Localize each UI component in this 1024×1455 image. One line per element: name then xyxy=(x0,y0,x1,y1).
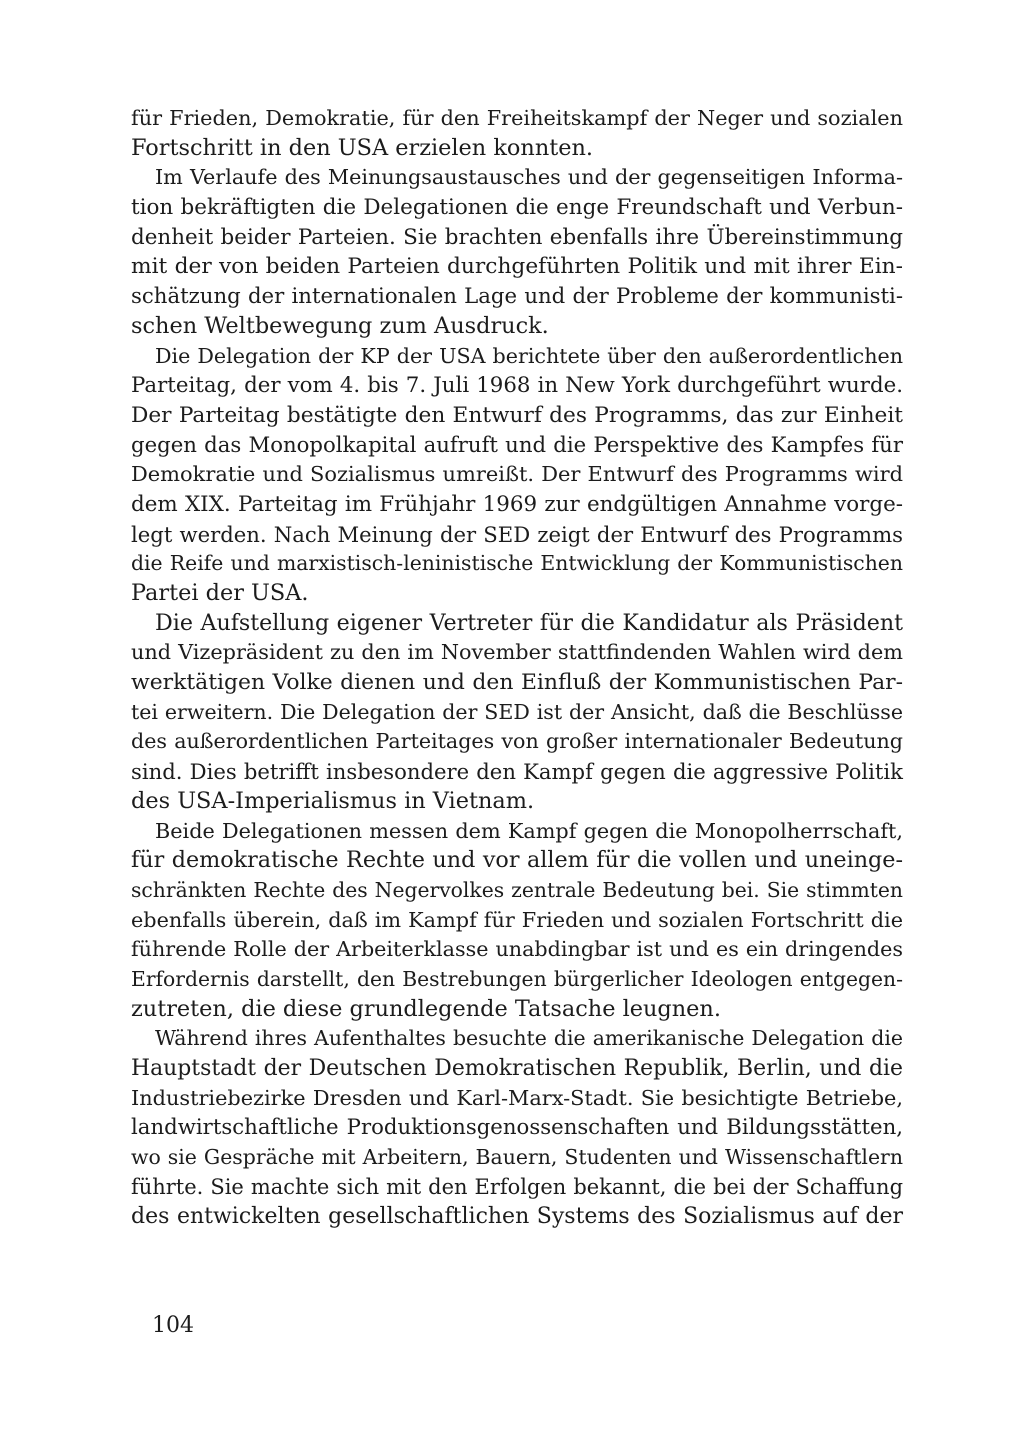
body-text xyxy=(131,104,903,1232)
text-line: schränkten Rechte des Negervolkes zentrale Bedeutung bei. Sie stimmten xyxy=(131,877,903,902)
text-line: Fortschritt in den USA erzielen konnten. xyxy=(131,134,594,161)
text-line: des außerordentlichen Parteitages von großer internationaler Bedeutung xyxy=(131,729,903,754)
text-line: tion bekräftigten die Delegationen die enge Freundschaft und Verbun- xyxy=(131,195,903,221)
text-line: wo sie Gespräche mit Arbeitern, Bauern, Studenten und Wissenschaftlern xyxy=(131,1145,903,1170)
text-line: und Vizepräsident zu den im November stattfindenden Wahlen wird dem xyxy=(131,640,903,665)
text-line: Hauptstadt der Deutschen Demokratischen Republik, Berlin, und die xyxy=(131,1056,903,1081)
text-line: Während ihres Aufenthaltes besuchte die amerikanische Delegation die xyxy=(155,1026,903,1051)
text-line: mit der von beiden Parteien durchgeführten Politik und mit ihrer Ein- xyxy=(131,254,903,280)
text-line: führte. Sie machte sich mit den Erfolgen bekannt, die bei der Schaffung xyxy=(131,1174,903,1199)
text-line: schen Weltbewegung zum Ausdruck. xyxy=(131,312,549,339)
text-line: dem XIX. Parteitag im Frühjahr 1969 zur endgültigen Annahme vorge- xyxy=(131,491,903,517)
text-line: denheit beider Parteien. Sie brachten ebenfalls ihre Übereinstimmung xyxy=(131,224,903,250)
text-line: Beide Delegationen messen dem Kampf gegen die Monopolherrschaft, xyxy=(155,818,903,843)
text-line: werktätigen Volke dienen und den Einfluß der Kommunistischen Par- xyxy=(131,670,903,696)
text-line: Industriebezirke Dresden und Karl-Marx-Stadt. Sie besichtigte Betriebe, xyxy=(131,1085,903,1110)
text-line: Demokratie und Sozialismus umreißt. Der Entwurf des Programms wird xyxy=(131,462,903,487)
text-line: legt werden. Nach Meinung der SED zeigt der Entwurf des Programms xyxy=(131,521,903,547)
text-line: Im Verlaufe des Meinungsaustausches und der gegenseitigen Informa- xyxy=(155,165,903,190)
text-line: Parteitag, der vom 4. bis 7. Juli 1968 in New York durchgeführt wurde. xyxy=(131,373,903,399)
text-line: Erfordernis darstellt, den Bestrebungen bürgerlicher Ideologen entgegen- xyxy=(131,966,903,991)
text-line: führende Rolle der Arbeiterklasse unabdingbar ist und es ein dringendes xyxy=(131,937,903,962)
page-number: 104 xyxy=(152,1313,194,1338)
text-line: für demokratische Rechte und vor allem für die vollen und uneinge- xyxy=(131,847,903,874)
text-line: tei erweitern. Die Delegation der SED ist der Ansicht, daß die Beschlüsse xyxy=(131,699,903,724)
text-line: ebenfalls überein, daß im Kampf für Frieden und sozialen Fortschritt die xyxy=(131,907,903,932)
text-line: schätzung der internationalen Lage und der Probleme der kommunisti- xyxy=(131,284,903,310)
text-line: die Reife und marxistisch-leninistische Entwicklung der Kommunistischen xyxy=(131,551,903,576)
text-line: landwirtschaftliche Produktionsgenossenschaften und Bildungsstätten, xyxy=(131,1115,903,1141)
text-line: des entwickelten gesellschaftlichen Systems des Sozialismus auf der xyxy=(131,1204,903,1230)
text-line: für Frieden, Demokratie, für den Freiheitskampf der Neger und sozialen xyxy=(131,106,903,130)
text-line: Der Parteitag bestätigte den Entwurf des Programms, das zur Einheit xyxy=(131,402,903,428)
text-line: Die Delegation der KP der USA berichtete über den außerordentlichen xyxy=(155,343,903,368)
text-line: Partei der USA. xyxy=(131,580,309,606)
text-line: sind. Dies betrifft insbesondere den Kampf gegen die aggressive Politik xyxy=(131,759,903,785)
text-line: des USA-Imperialismus in Vietnam. xyxy=(131,787,535,814)
text-line: gegen das Monopolkapital aufruft und die Perspektive des Kampfes für xyxy=(131,432,903,458)
text-line: zutreten, die diese grundlegende Tatsache leugnen. xyxy=(131,995,721,1022)
text-line: Die Aufstellung eigener Vertreter für die Kandidatur als Präsident xyxy=(155,609,903,636)
